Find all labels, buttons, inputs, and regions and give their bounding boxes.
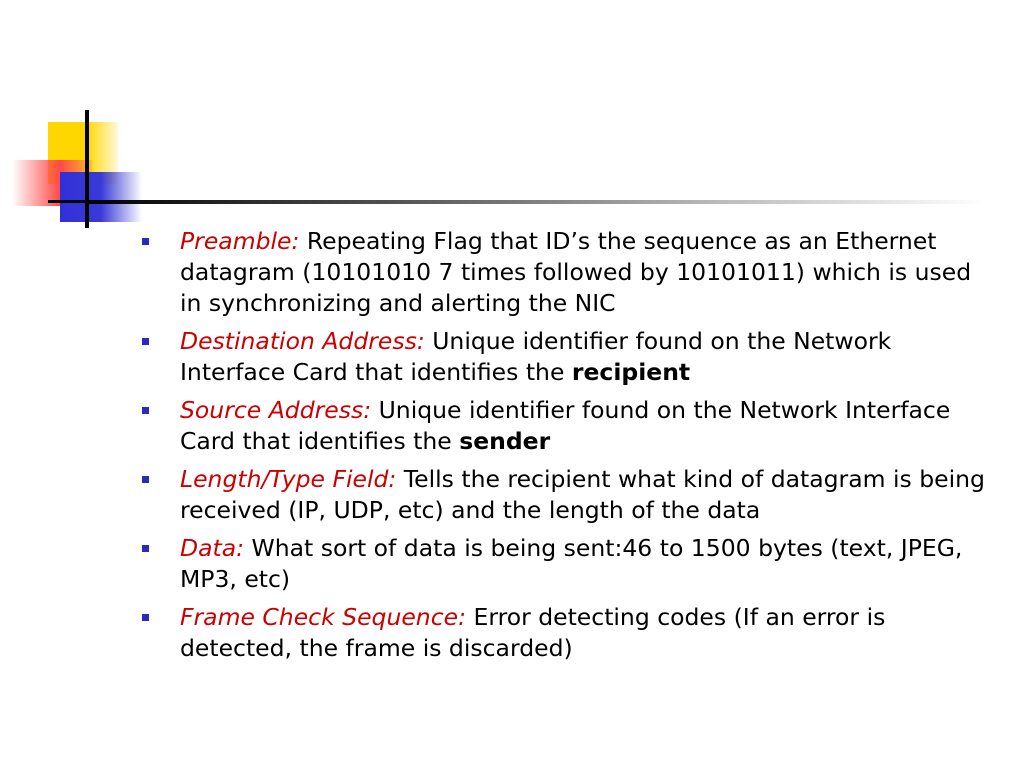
bullet-text: Unique identifier found on the Network Interface Card that identifies the xyxy=(180,327,892,386)
bullet-emphasis: recipient xyxy=(571,358,691,386)
bullet-text: Repeating Flag that ID’s the sequence as an Ethernet datagram (10101010 7 times followed by 10101011) which is used in synchronizing and alerting the NIC xyxy=(180,227,972,317)
bullet-square-icon xyxy=(142,238,149,245)
bullet-text: Error detecting codes (If an error is detected, the frame is discarded) xyxy=(180,603,886,662)
decorative-vertical-line xyxy=(85,110,89,228)
bullet-item-source-address xyxy=(140,395,1000,457)
bullet-text: Tells the recipient what kind of datagram is being received (IP, UDP, etc) and the length of the data xyxy=(180,465,985,524)
bullet-term: Length/Type Field: xyxy=(180,465,397,493)
decorative-blue-square xyxy=(60,172,142,222)
bullet-item-preamble xyxy=(140,226,1000,319)
bullet-text: Unique identifier found on the Network Interface Card that identifies the xyxy=(180,396,951,455)
bullet-square-icon xyxy=(142,545,149,552)
bullet-term: Destination Address: xyxy=(180,327,425,355)
bullet-term: Frame Check Sequence: xyxy=(180,603,466,631)
bullet-item-frame-check-sequence xyxy=(140,602,1000,664)
bullet-square-icon xyxy=(142,476,149,483)
bullet-square-icon xyxy=(142,407,149,414)
bullet-item-data xyxy=(140,533,1000,595)
bullet-square-icon xyxy=(142,614,149,621)
bullet-item-length-type-field xyxy=(140,464,1000,526)
bullet-item-destination-address xyxy=(140,326,1000,388)
bullet-square-icon xyxy=(142,338,149,345)
bullet-term: Data: xyxy=(180,534,245,562)
bullet-term: Source Address: xyxy=(180,396,372,424)
title-divider-line xyxy=(88,200,988,204)
bullet-list xyxy=(140,226,1000,671)
bullet-text: What sort of data is being sent:46 to 1500 bytes (text, JPEG, MP3, etc) xyxy=(180,534,963,593)
bullet-term: Preamble: xyxy=(180,227,300,255)
bullet-emphasis: sender xyxy=(459,427,551,455)
